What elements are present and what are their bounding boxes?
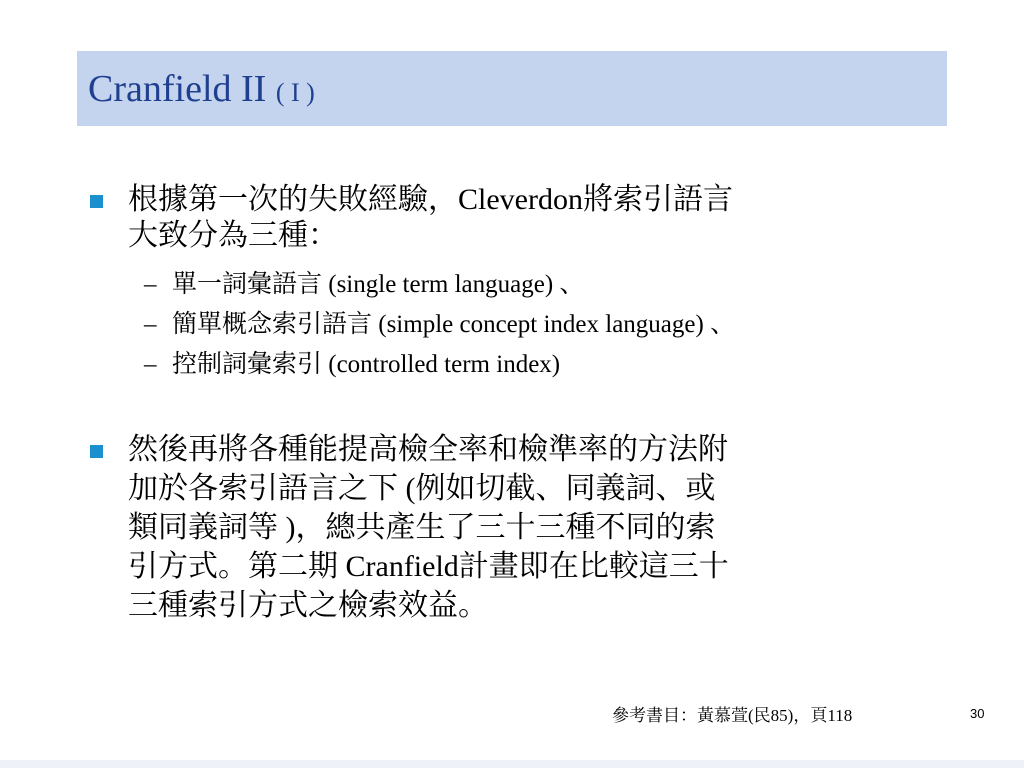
slide-title (88, 64, 315, 118)
bullet-2-line-5: 三種索引方式之檢索效益。 (128, 589, 488, 622)
sub-item-dash: – (144, 311, 157, 338)
bullet-2-line-4: 引方式。第二期 Cranfield計畫即在比較這三十 (128, 550, 729, 583)
footer-reference: 參考書目：黃慕萱(民85)，頁118 (612, 706, 853, 725)
page-number: 30 (970, 706, 985, 721)
bullet-1-line-2: 大致分為三種： (128, 219, 338, 252)
bullet-square-icon (90, 445, 103, 458)
sub-item-dash: – (144, 271, 157, 298)
sub-item-1: 單一詞彙語言 (single term language) 、 (172, 271, 585, 298)
slide-title-sub: ( I ) (275, 78, 315, 107)
bullet-2-line-3: 類同義詞等 )，總共產生了三十三種不同的索 (128, 511, 716, 544)
sub-item-2: 簡單概念索引語言 (simple concept index language) 、 (172, 311, 736, 338)
sub-item-dash: – (144, 351, 157, 378)
bottom-strip (0, 760, 1024, 768)
bullet-square-icon (90, 195, 103, 208)
sub-item-3: 控制詞彙索引 (controlled term index) (172, 351, 561, 378)
bullet-2-line-1: 然後再將各種能提高檢全率和檢準率的方法附 (128, 433, 728, 466)
bullet-2-line-2: 加於各索引語言之下 (例如切截、同義詞、或 (128, 472, 716, 505)
slide-title-main: Cranfield II (88, 68, 267, 110)
bullet-1-line-1: 根據第一次的失敗經驗，Cleverdon將索引語言 (128, 183, 733, 216)
